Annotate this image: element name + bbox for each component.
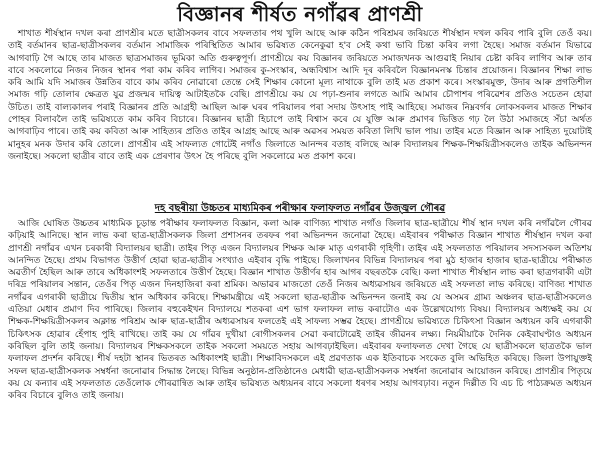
article-subheading: দহ বছৰীয়া উচ্চতৰ মাধ্যমিকৰ পৰীক্ষাৰ ফলাফলত নগাঁৱৰ উজ্জ্বল গৌৰৱ	[154, 203, 446, 214]
article-paragraph-2: আজি ঘোষিত উচ্চতৰ মাধ্যমিক চূড়ান্ত পৰীক্ষাৰ ফলাফলত বিজ্ঞান, কলা আৰু বাণিজ্য শাখাত নগাঁও জিলাৰ ছাত্ৰ-ছাত্ৰীয়ে শীৰ্ষ স্থান দখল কৰি নগাঁৱলৈ গৌৰৱ কঢ়িয়াই আনিছে। স্থান লাভ কৰা ছাত্ৰ-ছাত্ৰীসকলক জিলা প্ৰশাসনৰ তৰফৰ পৰা অভিনন্দন জনোৱা হৈছে। এইবাৰৰ পৰীক্ষাত বিজ্ঞান শাখাত শীৰ্ষস্থান দখল কৰা প্ৰাণশ্ৰী নগাঁৱৰ এখন চৰকাৰী বিদ্যালয়ৰ ছাত্ৰী। তাইৰ পিতৃ এজন বিদ্যালয়ৰ শিক্ষক আৰু মাতৃ এগৰাকী গৃহিণী। তাইৰ এই সফলতাত পৰিয়ালৰ সদস্যসকল অতিশয় আনন্দিত হৈছে। প্ৰথম বিভাগত উত্তীৰ্ণ হোৱা ছাত্ৰ-ছাত্ৰীৰ সংখ্যাও এইবাৰ বৃদ্ধি পাইছে। জিলাখনৰ বিভিন্ন বিদ্যালয়ৰ পৰা মুঠ হাজাৰ হাজাৰ ছাত্ৰ-ছাত্ৰীয়ে পৰীক্ষাত অৱতীৰ্ণ হৈছিল আৰু তাৰে অধিকাংশই সফলতাৰে উত্তীৰ্ণ হৈছে। বিজ্ঞান শাখাত উত্তীৰ্ণৰ হাৰ আগৰ বছৰতকৈ বেছি। কলা শাখাত শীৰ্ষস্থান লাভ কৰা ছাত্ৰগৰাকী এটা দৰিদ্ৰ পৰিয়ালৰ সন্তান, তেওঁৰ পিতৃ এজন দিনহাজিৰা কৰা শ্ৰমিক। অভাৱৰ মাজতো তেওঁ নিজৰ অধ্যৱসায়ৰ জৰিয়তে এই সফলতা লাভ কৰিছে। বাণিজ্য শাখাত নগাঁৱৰ এগৰাকী ছাত্ৰীয়ে দ্বিতীয় স্থান অধিকাৰ কৰিছে। শিক্ষামন্ত্ৰীয়ে এই সকলো ছাত্ৰ-ছাত্ৰীক অভিনন্দন জনাই কয় যে অসমৰ গ্ৰাম্য অঞ্চলৰ ছাত্ৰ-ছাত্ৰীসকলেও এতিয়া মেধাৰ প্ৰমাণ দিব পাৰিছে। জিলাৰ বহুকেইখন বিদ্যালয়ে শতকৰা এশ ভাগ ফলাফল লাভ কৰাটোও এক উল্লেখযোগ্য বিষয়। বিদ্যালয়ৰ অধ্যক্ষই কয় যে শিক্ষক-শিক্ষয়িত্ৰীসকলৰ অক্লান্ত পৰিশ্ৰম আৰু ছাত্ৰ-ছাত্ৰীৰ অধ্যৱসায়ৰ ফলতেই এই সাফল্য সম্ভৱ হৈছে। প্ৰাণশ্ৰীয়ে ভৱিষ্যতে চিকিৎসা বিজ্ঞান অধ্যয়ন কৰি এগৰাকী চিকিৎসক হোৱাৰ হেঁপাহ পুহি ৰাখিছে। তাই কয় যে গাঁৱৰ দুখীয়া ৰোগীসকলৰ সেৱা কৰাটোৱেই তাইৰ জীৱনৰ লক্ষ্য। নিয়মীয়াকৈ দৈনিক কেইবাঘণ্টাও অধ্যয়ন কৰিছিল বুলি তাই জনায়। বিদ্যালয়ৰ শিক্ষকসকলে তাইক সকলো সময়তে সহায় আগবঢ়াইছিল। এইবাৰৰ ফলাফলত দেখা গৈছে যে ছাত্ৰীসকলে ছাত্ৰতকৈ ভাল ফলাফল প্ৰদৰ্শন কৰিছে। শীৰ্ষ দহটা স্থানৰ ভিতৰত অধিকাংশই ছাত্ৰী। শিক্ষাবিদসকলে এই প্ৰৱণতাক এক ইতিবাচক সংকেত বুলি অভিহিত কৰিছে। জিলা উপায়ুক্তই সফল ছাত্ৰ-ছাত্ৰীসকলক সম্বৰ্ধনা জনোৱাৰ সিদ্ধান্ত লৈছে। বিভিন্ন অনুষ্ঠান-প্ৰতিষ্ঠানেও মেধাৱী ছাত্ৰ-ছাত্ৰীসকলক সম্বৰ্ধনা জনোৱাৰ আয়োজন কৰিছে। প্ৰাণশ্ৰীৰ পিতৃয়ে কয় যে কন্যাৰ এই সফলতাত তেওঁলোক গৌৰৱান্বিত আৰু তাইৰ ভৱিষ্যত অধ্যয়নৰ বাবে সকলো ধৰণৰ সহায় আগবঢ়াব। নতুন দিল্লীত বি এচ চি পাঠ্যক্ৰমত অধ্যয়ন কৰিব বিচাৰে বুলিও তাই জনায়।	[8, 219, 592, 402]
article-paragraph-1: শাখাত শীৰ্ষস্থান দখল কৰা প্ৰাণশ্ৰীৰ মতে ছাত্ৰীসকলৰ বাবে সফলতাৰ পথ খুলি আছে আৰু কঠিন পৰিশ্ৰমৰ জৰিয়তে শীৰ্ষস্থান দখল কৰিব পাৰি বুলি তেওঁ কয়। তাই বৰ্তমানৰ ছাত্ৰ-ছাত্ৰীসকলৰ বৰ্তমান সামাজিক পৰিস্থিতিত আমাৰ ভৱিষ্যত কেনেকুৱা হ'ব সেই কথা ভাবি চিন্তা কৰিব লগা হৈছে। সমাজ বৰ্তমান যিভাৱে আগবাঢ়ি গৈ আছে তাৰ মাজত ছাত্ৰসমাজৰ ভূমিকা অতি গুৰুত্বপূৰ্ণ। প্ৰাণশ্ৰীয়ে কয় বিজ্ঞানৰ জৰিয়তে সমাজখনক আগুৱাই নিয়াৰ চেষ্টা কৰিব লাগিব আৰু তাৰ বাবে সকলোৱে নিজৰ নিজৰ স্থানৰ পৰা কাম কৰিব লাগিব। সমাজৰ কু-সংস্কাৰ, অন্ধবিশ্বাস আদি দূৰ কৰিবলৈ বিজ্ঞানমনস্ক চিন্তাৰ প্ৰয়োজন। বিজ্ঞানৰ শিক্ষা লাভ কৰি আমি যদি সমাজৰ উন্নতিৰ বাবে কাম কৰিব নোৱাৰো তেন্তে সেই শিক্ষাৰ কোনো মূল্য নাথাকে বুলি তাই মত প্ৰকাশ কৰে। সংস্কাৰমুক্ত, উদাৰ আৰু প্ৰগতিশীল সমাজ গঢ়ি তোলাৰ ক্ষেত্ৰত যুৱ প্ৰজন্মৰ দায়িত্ব আটাইতকৈ বেছি। প্ৰাণশ্ৰীয়ে কয় যে পঢ়া-শুনাৰ লগতে আমি আমাৰ চৌপাশৰ পৰিৱেশৰ প্ৰতিও সচেতন হোৱা উচিত। তাই বাল্যকালৰ পৰাই বিজ্ঞানৰ প্ৰতি আগ্ৰহী আছিল আৰু ঘৰৰ পৰিয়ালৰ পৰা সদায় উৎসাহ পাই আহিছে। সমাজৰ নিম্নবৰ্গৰ লোকসকলৰ মাজত শিক্ষাৰ পোহৰ বিলাবলৈ তাই ভৱিষ্যতে কাম কৰিব বিচাৰে। বিজ্ঞানৰ ছাত্ৰী হিচাপে তাই বিশ্বাস কৰে যে যুক্তি আৰু প্ৰমাণৰ ভিত্তিত গঢ় লৈ উঠা সমাজহে সঁচা অৰ্থত আগবাঢ়িব পাৰে। তাই কয় কবিতা আৰু সাহিত্যৰ প্ৰতিও তাইৰ আগ্ৰহ আছে আৰু অৱসৰ সময়ত কবিতা লিখি ভাল পায়। তাইৰ মতে বিজ্ঞান আৰু সাহিত্য দুয়োটাই মানুহৰ মনক উদাৰ কৰি তোলে। প্ৰাণশ্ৰীৰ এই সাফল্যত গোটেই নগাঁও জিলাতে আনন্দৰ বতাহ বলিছে আৰু বিদ্যালয়ৰ শিক্ষক-শিক্ষয়িত্ৰীসকলেও তাইক অভিনন্দন জনাইছে। সকলো ছাত্ৰীৰ বাবে তাই এক প্ৰেৰণাৰ উৎস হৈ পৰিছে বুলি সকলোৱে মত প্ৰকাশ কৰে।	[8, 29, 592, 162]
article-headline: বিজ্ঞানৰ শীৰ্ষত নগাঁৱৰ প্ৰাণশ্ৰী	[177, 2, 423, 26]
